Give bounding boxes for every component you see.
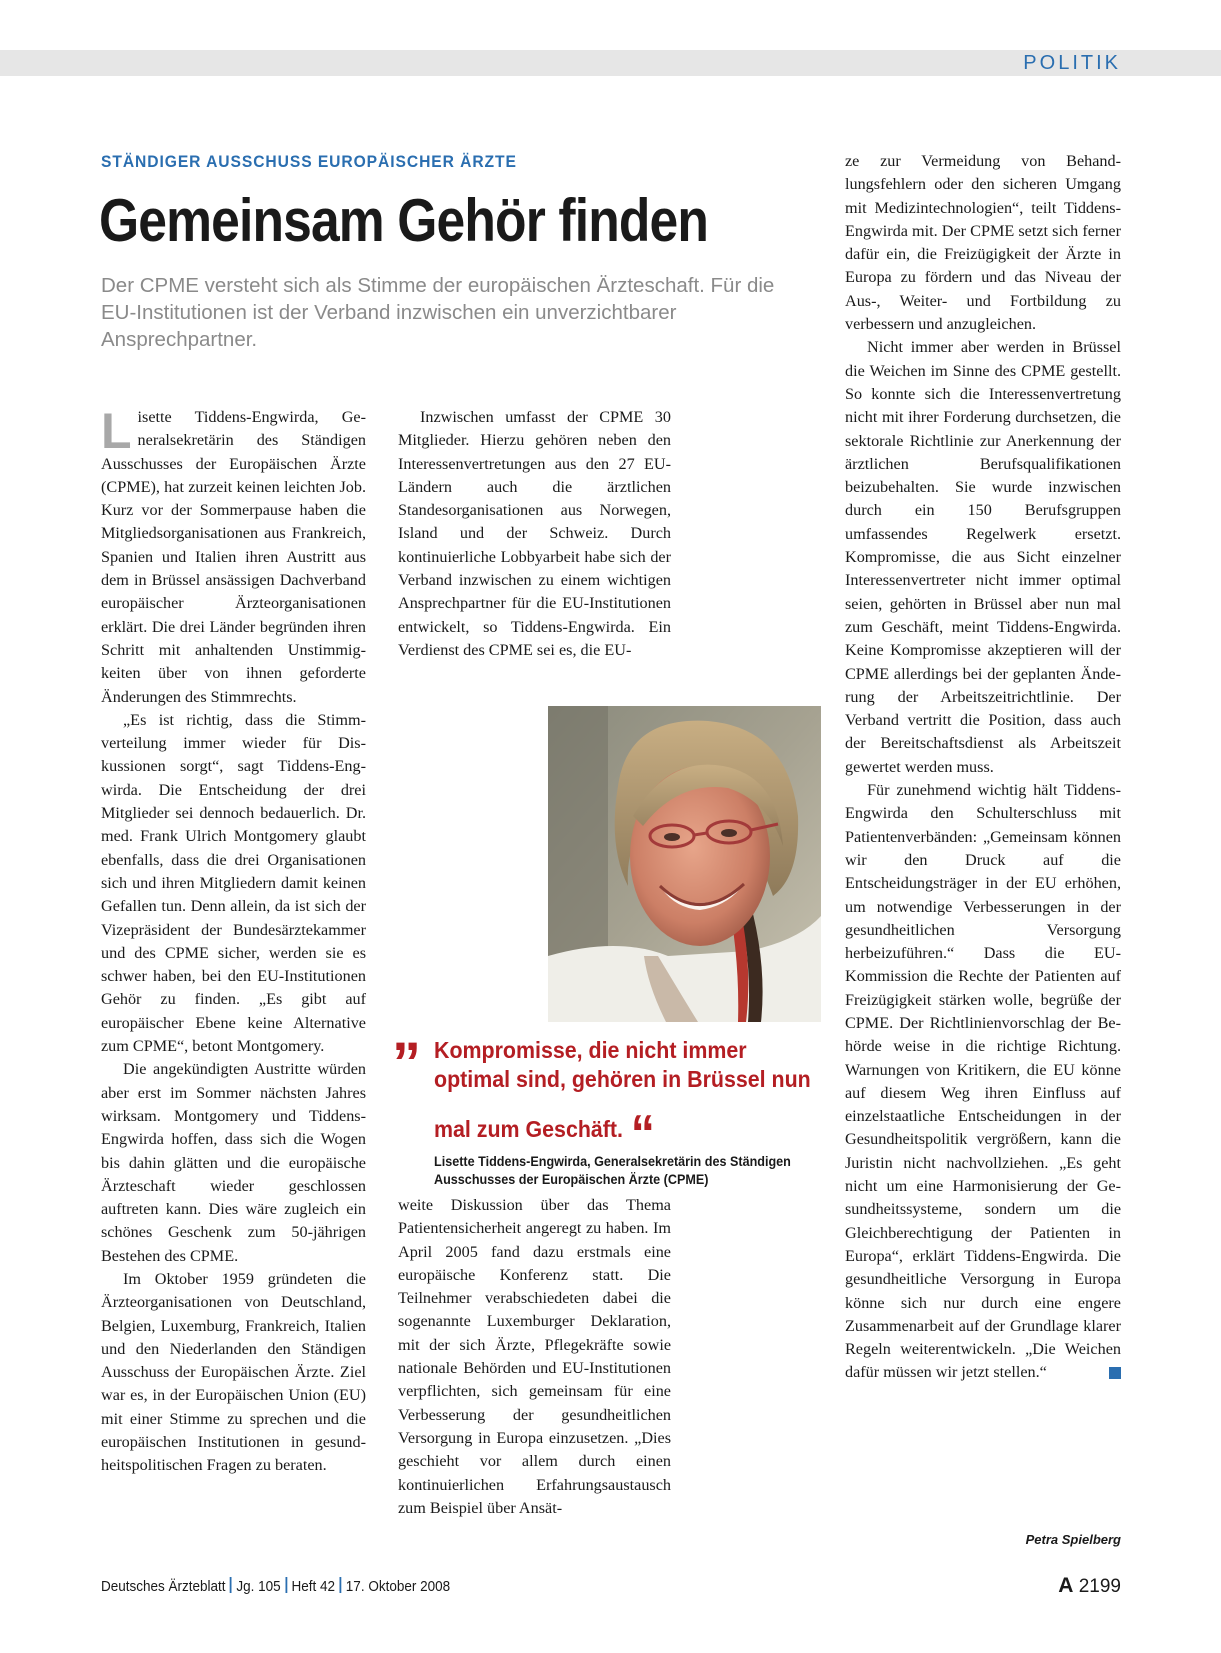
author-name: Petra Spielberg <box>1025 1532 1121 1547</box>
footer-separator <box>285 1577 287 1593</box>
drop-cap: L <box>101 403 132 459</box>
paragraph: Lisette Tiddens-Engwirda, Generalsekretärin des Ständigen Ausschusses der Europäischen Ärzte (CPME), hat zurzeit keinen leichten Job. Kurz vor der Sommerpause haben die Mitgliedsorganisationen aus Frankreich, Spanien und Italien ihren Austritt aus dem in Brüssel ansässigen Dachverband europäischer Ärzteorganisationen erklärt. Die drei Länder begründen ihren Schritt mit anhaltenden Unstimmigkeiten über von ihnen geforderte Änderungen des Stimmrechts. <box>101 403 366 706</box>
paragraph: weite Diskussion über das Thema Patientensicherheit angeregt zu haben. Im April 2005 fand dazu erstmals eine europäische Konferenz statt. Die Teilnehmer verabschiedeten dabei die sogenannte Luxemburger Deklaration, mit der sich Ärzte, Pflegekräfte sowie nationale Behörden und EU-Institutionen verpflichten, sich gemeinsam für eine Verbesserung der gesundheitlichen Versorgung in Europa einzusetzen. „Dies geschieht vor allem durch einen kontinuierlichen Erfahrungsaustausch zum Beispiel über Ansät- <box>398 1196 671 1517</box>
footer-separator <box>340 1577 342 1593</box>
quote-text: Kompromisse, die nicht immer optimal sind, gehören in Brüssel nun mal zum Geschäft. “ <box>434 1037 811 1163</box>
article-title: Gemeinsam Gehör finden <box>99 187 709 254</box>
paragraph: Inzwischen umfasst der CPME 30 Mitglieder. Hierzu gehören neben den Interessenvertretungen aus den 27 EU-Ländern auch die ärztlichen Standesorganisationen aus Norwegen, Island und der Schweiz. Durch kontinuierliche Lobbyarbeit habe sich der Verband inzwischen zu einem wichtigen Ansprechpartner für die EU-Institutionen entwickelt, so Tiddens-Engwirda. Ein Verdienst des CPME sei es, die EU- <box>398 408 671 659</box>
issue: Heft 42 <box>291 1578 335 1595</box>
issue-date: 17. Oktober 2008 <box>345 1578 451 1595</box>
page-number: A 2199 <box>1058 1574 1121 1597</box>
volume: Jg. 105 <box>236 1578 281 1595</box>
paragraph: Nicht immer aber werden in Brüssel die Weichen im Sinne des CPME gestellt. So konnte sich die Interessenvertretung nicht mit ihrer Forderung durchsetzen, die sektorale Richtlinie zur Anerkennung der ärztlichen Berufsqualifikationen beizubehalten. Sie wurde inzwischen durch ein 150 Berufsgruppen umfassendes Regelwerk ersetzt. Kompromisse, die aus Sicht einzelner Interessenvertreter nicht immer optimal seien, gehörten in Brüssel aber nun mal zum Geschäft, meint Tiddens-Engwirda. Keine Kompromisse akzeptieren will der CPME allerdings bei der geplanten Änderung der Arbeitszeitrichtlinie. Der Verband vertritt die Position, dass auch der Bereitschaftsdienst als Arbeitszeit gewertet werden muss. <box>845 338 1121 776</box>
quote-attribution: Lisette Tiddens-Engwirda, Generalsekretärin des Ständigen Ausschusses der Europäischen Ärzte (CPME) <box>434 1153 791 1187</box>
column-2-top <box>398 406 671 662</box>
column-1 <box>101 403 366 1478</box>
journal-name: Deutsches Ärzteblatt <box>101 1578 226 1595</box>
quote-close-mark: “ <box>630 1105 655 1163</box>
footer <box>101 1577 450 1595</box>
paragraph: ze zur Vermeidung von Behandlungsfehlern oder den sicheren Umgang mit Medizintechnologien“, teilt Tiddens-Engwirda mit. Der CPME setzt sich ferner dafür ein, die Freizügigkeit der Ärzte in Europa zu fördern und das Niveau der Aus-, Weiter- und Fortbildung zu verbessern und anzugleichen. <box>845 152 1121 334</box>
paragraph: Für zunehmend wichtig hält Tiddens-Engwirda den Schulterschluss mit Patientenverbänden: „Gemeinsam können wir den Druck auf die Entscheidungsträger in der EU erhöhen, um notwendige Verbesserungen in der gesundheitlichen Versorgung herbeizuführen.“ Dass die EU-Kommission die Rechte der Patienten auf Freizügigkeit stärken wolle, begrüße der CPME. Der Richtlinienvorschlag der Behörde weise in die richtige Richtung. Warnungen von Kritikern, die EU könne auf diesem Weg ihren Einfluss auf einzelstaatliche Entscheidungen in der Gesundheitspolitik vergrößern, kann die Juristin nicht nachvollziehen. „Es geht nicht um eine Harmonisierung der Gesundheitssysteme, sondern um die Gleichberechtigung der Patienten in Europa“, erklärt Tiddens-Engwirda. Die gesundheitliche Versorgung in Europa könne sich nur durch eine engere Zusammenarbeit auf der Grundlage klarer Regeln weiterentwickeln. „Die Weichen dafür müssen wir jetzt stellen.“ <box>845 781 1121 1382</box>
end-mark <box>1109 1367 1121 1379</box>
column-3 <box>845 150 1121 1385</box>
paragraph: Die angekündigten Austritte würden aber erst im Sommer nächsten Jahres wirksam. Montgomery und Tiddens-Engwirda hoffen, dass sich die Wogen bis dahin glätten und die europäische Ärzteschaft wieder geschlossen auftreten kann. Dies wäre zugleich ein schönes Geschenk zum 50-jährigen Bestehen des CPME. <box>101 1060 366 1265</box>
pull-quote <box>392 998 823 1188</box>
portrait-photo <box>548 706 821 1022</box>
article-kicker: STÄNDIGER AUSSCHUSS EUROPÄISCHER ÄRZTE <box>101 152 517 171</box>
article-lead: Der CPME versteht sich als Stimme der europäischen Ärzteschaft. Für die EU-Institutionen ist der Verband inzwischen ein unverzichtbarer Ansprechpartner. <box>101 274 775 351</box>
column-2-bottom <box>398 1194 671 1520</box>
quote-open-mark: „ <box>392 998 421 1063</box>
paragraph: „Es ist richtig, dass die Stimmverteilung immer wieder für Diskussionen sorgt“, sagt Tiddens-Engwirda. Die Entscheidung der drei Mitglieder sei dennoch bedauerlich. Dr. med. Frank Ulrich Montgomery glaubt ebenfalls, dass die drei Organisationen sich und ihren Mitgliedern damit keinen Gefallen tun. Denn allein, da ist sich der Vizepräsident der Bundesärztekammer und des CPME sicher, werden sie es schwer haben, bei den EU-Institutionen Gehör zu finden. „Es gibt auf europäischer Ebene keine Alternative zum CPME“, betont Montgomery. <box>101 710 366 1056</box>
paragraph: Im Oktober 1959 gründeten die Ärzteorganisationen von Deutschland, Belgien, Luxemburg, Frankreich, Italien und den Niederlanden den Ständigen Ausschuss der Europäischen Ärzte. Ziel war es, in der Europäischen Union (EU) mit einer Stimme zu sprechen und die europäischen Institutionen in gesundheitspolitischen Fragen zu beraten. <box>101 1269 366 1475</box>
footer-separator <box>230 1577 232 1593</box>
section-label: POLITIK <box>1023 52 1121 74</box>
